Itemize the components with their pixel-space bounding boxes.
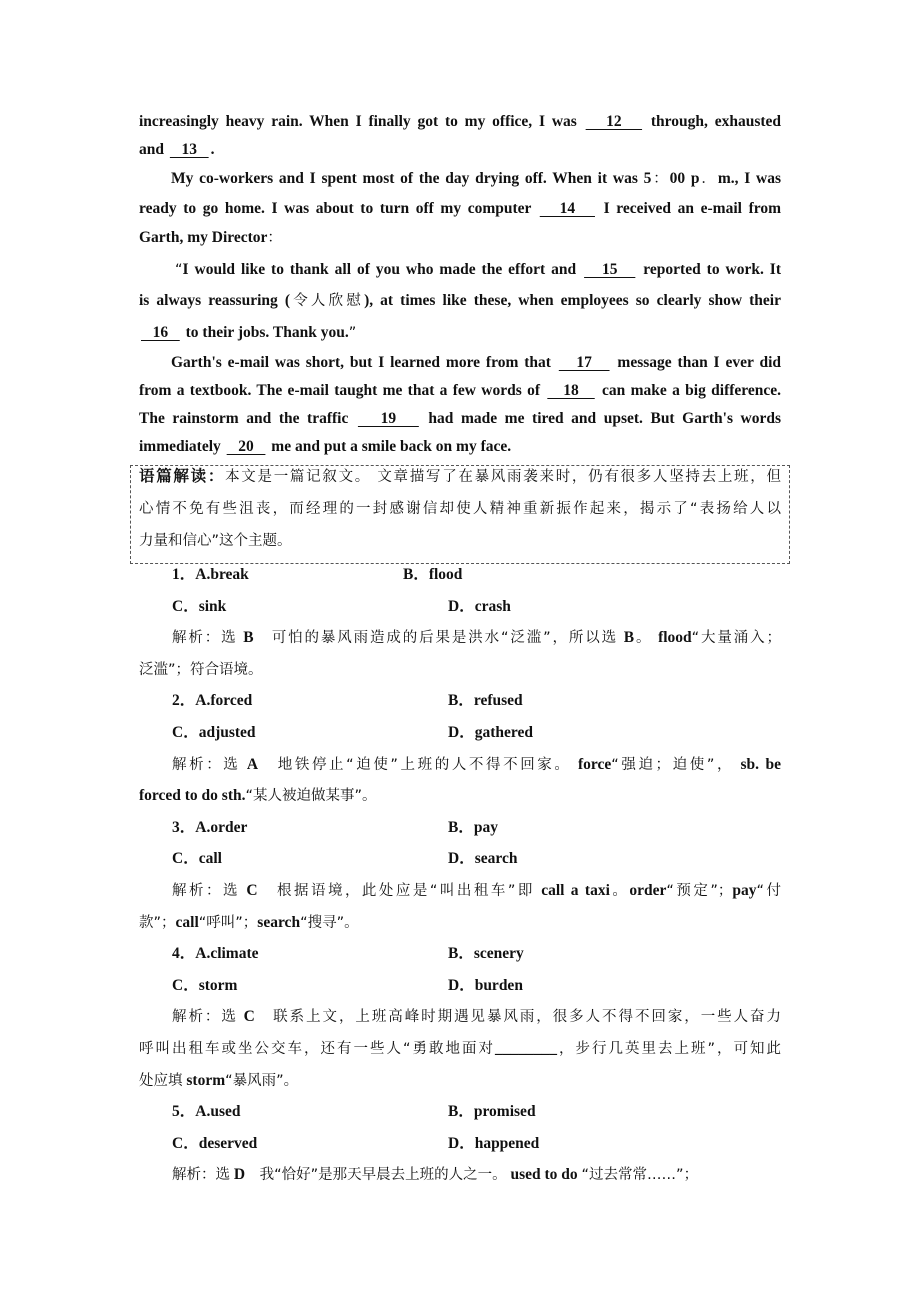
cjk-text: ，步行几英里去上班”，可知此 xyxy=(557,1041,781,1057)
cjk-text: 解析：选 xyxy=(172,1167,230,1184)
option-d: D．happened xyxy=(448,1134,540,1152)
summary-line xyxy=(139,531,781,551)
option-c: C．deserved xyxy=(172,1134,258,1152)
cjk-text: “某人被迫做某事”。 xyxy=(245,788,377,805)
summary-line xyxy=(139,499,781,519)
option-c: C．call xyxy=(172,850,222,868)
cjk-text: “强迫；迫使”， xyxy=(611,756,735,773)
cjk-text: 呼叫出租车或坐公交车，还有一些人“勇敢地面对 xyxy=(139,1041,495,1057)
blank-number: 12 xyxy=(585,113,643,130)
blank-number: 17 xyxy=(558,354,610,371)
option-d: D．burden xyxy=(448,976,523,994)
summary-text: 力量和信心”这个主题。 xyxy=(139,533,292,549)
option-a: 1．A.break xyxy=(172,566,249,583)
option-a: 4．A.climate xyxy=(172,945,259,963)
summary-text: 心情不免有些沮丧，而经理的一封感谢信却使人精神重新振作起来，揭示了“表扬给人以 xyxy=(139,501,781,517)
analysis-line: 解析：选 D 我“恰好”是那天早晨去上班的人之一。 used to do “过去常常……”； xyxy=(172,1166,699,1184)
cjk-text: “呼叫”； xyxy=(198,914,258,931)
passage-line: My co-workers and I spent most of the day drying off. When it was 5：00 p．m., I was xyxy=(171,170,782,187)
cjk-text: 可怕的暴风雨造成的后果是洪水“泛滥”，所以选 xyxy=(253,630,618,647)
option-b: B．flood xyxy=(403,566,463,583)
passage-line: Garth's e-mail was short, but I learned more from that 17 message than I ever did xyxy=(171,354,781,371)
cjk-text: 解析：选 xyxy=(172,756,241,773)
cjk-text: “付 xyxy=(756,883,782,899)
passage-line: “I would like to thank all of you who made the effort and 15 reported to work. It xyxy=(175,261,781,278)
passage-line: immediately 20 me and put a smile back on my face. xyxy=(139,438,512,455)
cjk-text: 地铁停止“迫使”上班的人不得不回家。 xyxy=(258,756,572,773)
cjk-text: 我“恰好”是那天早晨去上班的人之一。 xyxy=(245,1167,507,1184)
cjk-text: 泛滥”；符合语境。 xyxy=(139,661,263,678)
option-d: D．crash xyxy=(448,597,511,615)
analysis-line: 呼叫出租车或坐公交车，还有一些人“勇敢地面对________，步行几英里去上班”，可知此 xyxy=(139,1040,781,1057)
analysis-line: forced to do sth.“某人被迫做某事”。 xyxy=(139,787,377,805)
option-b: B．scenery xyxy=(448,945,524,963)
option-a: 2．A.forced xyxy=(172,692,253,710)
option-b: B．refused xyxy=(448,692,523,710)
cjk-text: “暴风雨”。 xyxy=(225,1072,299,1089)
option-a: 5．A.used xyxy=(172,1103,241,1121)
passage-line: 16 to their jobs. Thank you.” xyxy=(141,324,357,341)
cjk-text: 解析：选 xyxy=(172,883,240,899)
cjk-text: 款”； xyxy=(139,914,176,931)
passage-line: ready to go home. I was about to turn off my computer 14 I received an e-mail from xyxy=(139,200,782,217)
passage-line: Garth, my Director： xyxy=(139,229,282,246)
cjk-text: 解析：选 xyxy=(172,1009,238,1026)
analysis-line: 款”；call“呼叫”；search“搜寻”。 xyxy=(139,913,359,931)
option-a: 3．A.order xyxy=(172,818,248,836)
option-c: C．adjusted xyxy=(172,724,256,741)
blank-number: 18 xyxy=(547,382,595,399)
cjk-text: ： xyxy=(651,171,670,187)
passage-line: and 13 . xyxy=(139,141,215,158)
blank-number: 20 xyxy=(226,438,266,455)
cjk-text: 。 xyxy=(609,883,630,899)
cjk-text: 根据语境，此处应是“叫出租车”即 xyxy=(257,883,535,899)
option-c: C．storm xyxy=(172,976,238,994)
option-c: C．sink xyxy=(172,597,227,615)
cjk-text: “预定”； xyxy=(666,883,733,899)
analysis-line: 解析：选 C 联系上文，上班高峰时期遇见暴风雨，很多人不得不回家，一些人奋力 xyxy=(172,1008,781,1026)
cjk-text: 解析：选 xyxy=(172,630,238,647)
passage-line: increasingly heavy rain. When I finally got to my office, I was 12 through, exhausted xyxy=(139,113,782,130)
option-d: D．gathered xyxy=(448,724,533,741)
analysis-line: 处应填 storm“暴风雨”。 xyxy=(139,1071,299,1089)
blank-number: 14 xyxy=(539,200,595,217)
cjk-text: “ xyxy=(175,262,183,278)
cjk-text: 联系上文，上班高峰时期遇见暴风雨，很多人不得不回家，一些人奋力 xyxy=(254,1009,781,1026)
cjk-text: 令人欣慰 xyxy=(290,293,365,309)
analysis-line xyxy=(139,660,781,680)
passage-line: The rainstorm and the traffic 19 had made me tired and upset. But Garth's words xyxy=(139,410,782,427)
option-d: D．search xyxy=(448,850,518,868)
summary-text: 本文是一篇记叙文。 文章描写了在暴风雨袭来时，仍有很多人坚持去上班，但 xyxy=(225,469,781,485)
cjk-text: ． xyxy=(699,171,718,187)
cjk-text: ” xyxy=(348,325,357,341)
cjk-text: “过去常常……”； xyxy=(581,1167,699,1184)
analysis-line: 解析：选 A 地铁停止“迫使”上班的人不得不回家。 force“强迫；迫使”， sb. be xyxy=(172,755,782,773)
cjk-text: “搜寻”。 xyxy=(300,914,359,931)
summary-line xyxy=(139,467,781,487)
blank-number: 15 xyxy=(584,261,636,278)
analysis-line: 解析：选 B 可怕的暴风雨造成的后果是洪水“泛滥”，所以选 B。 flood“大量涌入； xyxy=(172,629,782,647)
passage-line: from a textbook. The e-mail taught me that a few words of 18 can make a big difference. xyxy=(139,382,782,399)
option-b: B．pay xyxy=(448,818,498,836)
analysis-line: 解析：选 C 根据语境，此处应是“叫出租车”即 call a taxi。order“预定”；pay“付 xyxy=(172,882,782,899)
cjk-text: 处应填 xyxy=(139,1072,183,1089)
blank-number: 19 xyxy=(357,410,419,427)
cjk-text: 。 xyxy=(634,630,653,647)
cjk-text: ： xyxy=(267,230,282,246)
cjk-text: “大量涌入； xyxy=(691,630,782,647)
option-b: B．promised xyxy=(448,1103,536,1121)
summary-label: 语篇解读： xyxy=(139,468,226,485)
blank-number: 16 xyxy=(141,324,180,341)
blank-number: 13 xyxy=(169,141,209,158)
passage-line: is always reassuring (令人欣慰), at times like these, when employees so clearly show their xyxy=(139,292,781,309)
